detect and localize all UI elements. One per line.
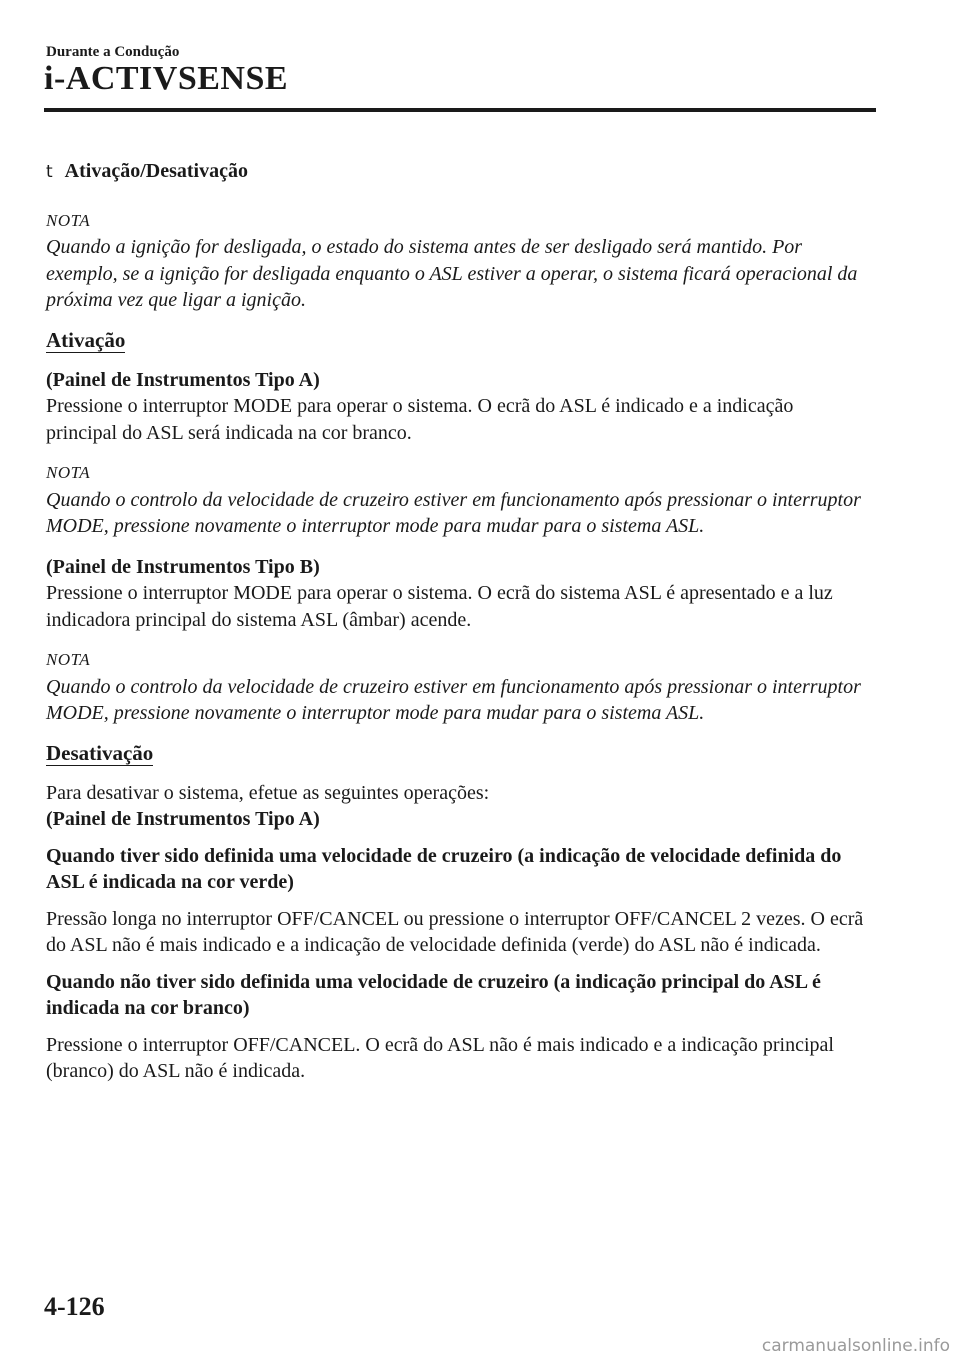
ativacao-tipo-a-heading: (Painel de Instrumentos Tipo A)	[46, 368, 320, 391]
ativacao-tipo-a-nota: Quando o controlo da velocidade de cruzeiro estiver em funcionamento após pressionar o interruptor MODE, pressione novamente o interruptor mode para mudar para o sistema ASL.	[46, 488, 861, 537]
subheading-ativacao: Ativação	[46, 327, 126, 352]
desativacao-case-1-heading: Quando tiver sido definida uma velocidade de cruzeiro (a indicação de velocidade definida do ASL é indicada na cor verde)	[46, 844, 842, 893]
header-divider	[44, 108, 876, 112]
desativacao-tipo-a-heading: (Painel de Instrumentos Tipo A)	[46, 808, 320, 830]
nota-label: NOTA	[46, 650, 91, 669]
page-number: 4-126	[44, 1292, 105, 1321]
chapter-title: Durante a Condução	[46, 44, 180, 60]
desativacao-intro: Para desativar o sistema, efetue as seguintes operações:	[46, 781, 490, 804]
nota-text: Quando a ignição for desligada, o estado do sistema antes de ser desligado será mantido. Por exemplo, se a ignição for desligada enquanto o ASL estiver a operar, o sistema ficará operacional da próxima vez que ligar a ignição.	[46, 236, 858, 311]
ativacao-tipo-a-text: Pressione o interruptor MODE para operar o sistema. O ecrã do ASL é indicado e a indicação principal do ASL será indicada na cor branco.	[46, 395, 794, 444]
page-content	[46, 158, 866, 1085]
section-bullet-icon: t	[46, 162, 53, 182]
ativacao-tipo-b-nota: Quando o controlo da velocidade de cruzeiro estiver em funcionamento após pressionar o interruptor MODE, pressione novamente o interruptor mode para mudar para o sistema ASL.	[46, 675, 861, 724]
nota-label: NOTA	[46, 210, 91, 230]
ativacao-tipo-b-text: Pressione o interruptor MODE para operar o sistema. O ecrã do sistema ASL é apresentado e a luz indicadora principal do sistema ASL (âmbar) acende.	[46, 582, 833, 631]
nota-label: NOTA	[46, 463, 91, 482]
desativacao-case-1-text: Pressão longa no interruptor OFF/CANCEL ou pressione o interruptor OFF/CANCEL 2 vezes. O ecrã do ASL não é mais indicado e a indicação de velocidade definida (verde) do ASL não é indicada.	[46, 907, 864, 956]
main-heading	[46, 158, 866, 186]
main-heading-text: Ativação/Desativação	[64, 160, 248, 182]
subheading-desativacao: Desativação	[46, 740, 154, 765]
desativacao-case-2-heading: Quando não tiver sido definida uma velocidade de cruzeiro (a indicação principal do ASL é indicada na cor branco)	[46, 970, 821, 1019]
section-title: i-ACTIVSENSE	[44, 60, 289, 97]
watermark: carmanualsonline.info	[761, 1336, 950, 1356]
ativacao-tipo-b-heading: (Painel de Instrumentos Tipo B)	[46, 555, 320, 578]
desativacao-case-2-text: Pressione o interruptor OFF/CANCEL. O ecrã do ASL não é mais indicado e a indicação principal (branco) do ASL não é indicada.	[46, 1033, 834, 1082]
